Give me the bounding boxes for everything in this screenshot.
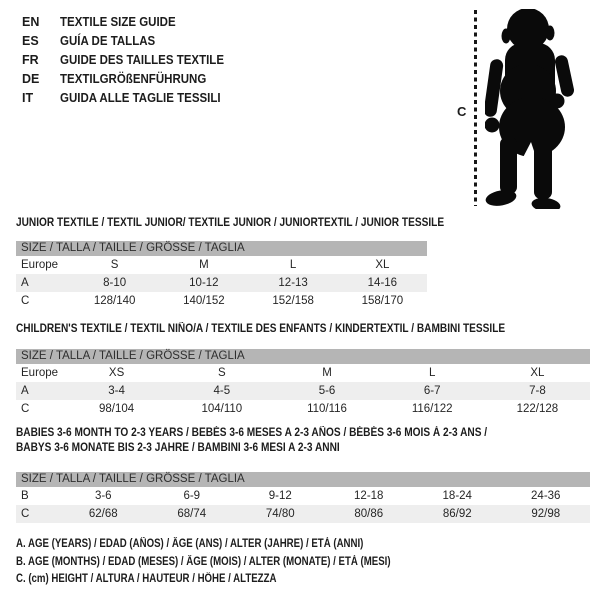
table-cell: 6-9	[183, 490, 201, 502]
table-size-header: SIZE / TALLA / TAILLE / GRÖSSE / TAGLIA	[16, 472, 590, 487]
lang-code: EN	[22, 14, 40, 29]
lang-row-fr	[22, 50, 238, 69]
table-cell: 128/140	[93, 295, 136, 307]
table-cell: 62/68	[88, 508, 118, 520]
table-cell: 18-24	[442, 490, 472, 502]
lang-label: TEXTILGRÖßENFÜHRUNG	[60, 71, 207, 86]
table-cell: L	[289, 259, 297, 271]
title-line: CHILDREN'S TEXTILE / TEXTIL NIÑO/A / TEXTILE DES ENFANTS / KINDERTEXTIL / BAMBINI TESSILE	[16, 323, 506, 335]
table-cell: 12-13	[278, 277, 308, 289]
footnote-b: B. AGE (MONTHS) / EDAD (MESES) / ÂGE (MOIS) / ALTER (MONATE) / ETÀ (MESI)	[16, 555, 391, 568]
junior-section-title	[16, 216, 502, 231]
table-cell: 14-16	[367, 277, 398, 289]
footnote-a: A. AGE (YEARS) / EDAD (AÑOS) / ÂGE (ANS) / ALTER (JAHRE) / ETÀ (ANNI)	[16, 538, 364, 550]
row-label: Europe	[21, 367, 59, 379]
table-cell: 3-4	[108, 385, 125, 397]
table-cell: 24-36	[531, 490, 561, 502]
table-size-header: SIZE / TALLA / TAILLE / GRÖSSE / TAGLIA	[16, 349, 590, 364]
row-label: A	[21, 277, 29, 289]
lang-code: FR	[22, 52, 39, 67]
table-cell: 5-6	[318, 385, 336, 397]
toddler-silhouette-image	[485, 9, 575, 209]
table-cell: 140/152	[183, 295, 225, 307]
table-cell: M	[199, 259, 209, 271]
table-cell: M	[322, 367, 332, 379]
lang-row-it	[22, 88, 238, 107]
lang-row-es	[22, 31, 238, 50]
table-cell: S	[110, 259, 119, 271]
table-cell: 86/92	[442, 508, 472, 520]
table-cell: S	[217, 367, 226, 379]
table-cell: 9-12	[268, 490, 292, 502]
table-cell: 98/104	[99, 403, 135, 415]
babies-section-title	[16, 426, 551, 456]
height-measure-label: C	[457, 104, 467, 119]
table-cell: 3-6	[94, 490, 112, 502]
table-cell: 4-5	[213, 385, 231, 397]
table-cell: 80/86	[354, 508, 384, 520]
table-cell: 92/98	[531, 508, 561, 520]
lang-code: ES	[22, 33, 39, 48]
table-cell: 10-12	[189, 277, 219, 289]
table-row-a	[16, 382, 590, 400]
junior-size-table	[16, 241, 427, 310]
lang-label: GUIDA ALLE TAGLIE TESSILI	[60, 90, 221, 105]
table-cell: 158/170	[361, 295, 404, 307]
table-cell: XS	[108, 367, 125, 379]
table-cell: 110/116	[307, 403, 347, 415]
children-section-title	[16, 322, 572, 337]
table-cell: 8-10	[103, 277, 127, 289]
row-label: B	[21, 490, 29, 502]
table-cell: L	[429, 367, 436, 379]
table-row-c	[16, 505, 590, 523]
table-size-header: SIZE / TALLA / TAILLE / GRÖSSE / TAGLIA	[16, 241, 427, 256]
table-cell: XL	[530, 367, 545, 379]
table-cell: 122/128	[516, 403, 559, 415]
height-measure-dashed-line	[474, 10, 477, 206]
footnote-c: C. (cm) HEIGHT / ALTURA / HAUTEUR / HÖHE / ALTEZZA	[16, 573, 277, 585]
table-row-europe	[16, 364, 590, 382]
table-cell: 12-18	[354, 490, 384, 502]
table-cell: 152/158	[272, 295, 314, 307]
lang-code: IT	[22, 90, 34, 105]
table-row-c	[16, 292, 427, 310]
lang-label: GUÍA DE TALLAS	[60, 33, 156, 48]
table-cell: 104/110	[201, 403, 243, 415]
legend-footnotes	[16, 536, 462, 589]
row-label: A	[21, 385, 29, 397]
table-cell: 116/122	[411, 403, 453, 415]
table-cell: 6-7	[423, 385, 441, 397]
language-header	[22, 12, 238, 107]
title-line: JUNIOR TEXTILE / TEXTIL JUNIOR/ TEXTILE JUNIOR / JUNIORTEXTIL / JUNIOR TESSILE	[16, 217, 445, 229]
table-row-c	[16, 400, 590, 418]
table-cell: 68/74	[177, 508, 207, 520]
table-row-a	[16, 274, 427, 292]
title-line: BABYS 3-6 MONATE BIS 2-3 JAHRE / BAMBINI 3-6 MESI A 2-3 ANNI	[16, 442, 340, 454]
table-row-europe	[16, 256, 427, 274]
table-cell: 7-8	[529, 385, 546, 397]
table-row-b	[16, 487, 590, 505]
table-cell: 74/80	[265, 508, 295, 520]
row-label: C	[21, 508, 30, 520]
lang-row-de	[22, 69, 238, 88]
row-label: C	[21, 403, 30, 415]
children-size-table	[16, 349, 590, 418]
lang-code: DE	[22, 71, 40, 86]
row-label: C	[21, 295, 30, 307]
table-cell: XL	[375, 259, 390, 271]
lang-label: GUIDE DES TAILLES TEXTILE	[60, 52, 225, 67]
title-line: BABIES 3-6 MONTH TO 2-3 YEARS / BEBÉS 3-6 MESES A 2-3 AÑOS / BÉBÉS 3-6 MOIS À 2-3 ANS /	[16, 427, 488, 439]
lang-label: TEXTILE SIZE GUIDE	[60, 14, 176, 29]
row-label: Europe	[21, 259, 59, 271]
lang-row-en	[22, 12, 238, 31]
babies-size-table	[16, 472, 590, 523]
